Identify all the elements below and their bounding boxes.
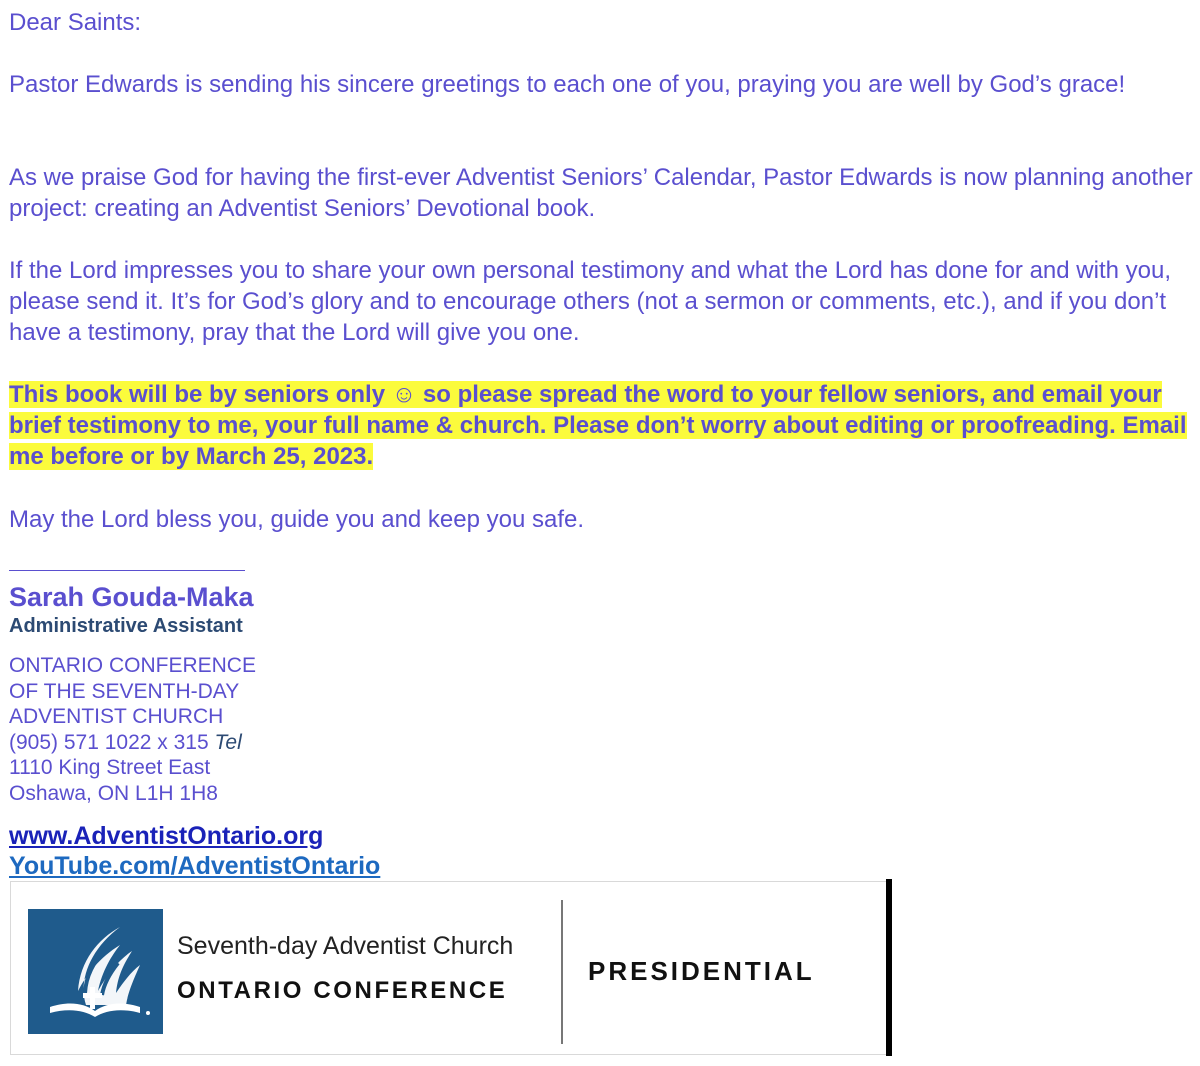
paragraph-testimony: If the Lord impresses you to share your own personal testimony and what the Lord has done for and with you, please send it. It’s for God’s glory and to encourage others (not a sermon or comments, etc.), and if you don’t have a testimony, pray that the Lord will give you one. bbox=[9, 257, 1171, 346]
banner-church-name: Seventh-day Adventist Church bbox=[177, 932, 514, 960]
signature-address bbox=[9, 653, 256, 806]
conference-banner bbox=[10, 881, 888, 1055]
org-line-2: OF THE SEVENTH-DAY bbox=[9, 679, 240, 703]
banner-conference-name: ONTARIO CONFERENCE bbox=[177, 977, 508, 1004]
youtube-link[interactable]: YouTube.com/AdventistOntario bbox=[9, 852, 381, 880]
website-link[interactable]: www.AdventistOntario.org bbox=[9, 822, 324, 850]
phone-line bbox=[9, 730, 256, 756]
org-line-3: ADVENTIST CHURCH bbox=[9, 705, 224, 728]
signature-name: Sarah Gouda-Maka bbox=[9, 582, 254, 612]
phone-number: (905) 571 1022 x 315 bbox=[9, 730, 209, 754]
banner-department: PRESIDENTIAL bbox=[588, 956, 815, 986]
street-address: 1110 King Street East bbox=[9, 756, 211, 779]
city-address: Oshawa, ON L1H 1H8 bbox=[9, 781, 218, 805]
signature-title: Administrative Assistant bbox=[9, 615, 243, 637]
banner-divider bbox=[561, 900, 563, 1044]
banner-edge-bar bbox=[886, 879, 892, 1056]
org-line-1: ONTARIO CONFERENCE bbox=[9, 654, 256, 677]
paragraph-greetings: Pastor Edwards is sending his sincere greetings to each one of you, praying you are well by God’s grace! bbox=[9, 71, 1126, 98]
highlighted-paragraph bbox=[9, 379, 1194, 472]
signature-links bbox=[9, 821, 380, 881]
closing-line: May the Lord bless you, guide you and keep you safe. bbox=[9, 506, 585, 533]
signature-divider bbox=[9, 570, 245, 571]
paragraph-project: As we praise God for having the first-ever Adventist Seniors’ Calendar, Pastor Edwards is now planning another project: creating an Adventist Seniors’ Devotional book. bbox=[9, 164, 1193, 222]
greeting: Dear Saints: bbox=[9, 9, 142, 36]
phone-label: Tel bbox=[214, 730, 242, 754]
highlighted-text: This book will be by seniors only ☺ so please spread the word to your fellow seniors, and email your brief testimony to me, your full name & church. Please don’t worry about editing or proofreading. Email me before or by March 25, 2023. bbox=[9, 381, 1187, 470]
sda-flame-bible-logo-icon bbox=[28, 909, 163, 1034]
